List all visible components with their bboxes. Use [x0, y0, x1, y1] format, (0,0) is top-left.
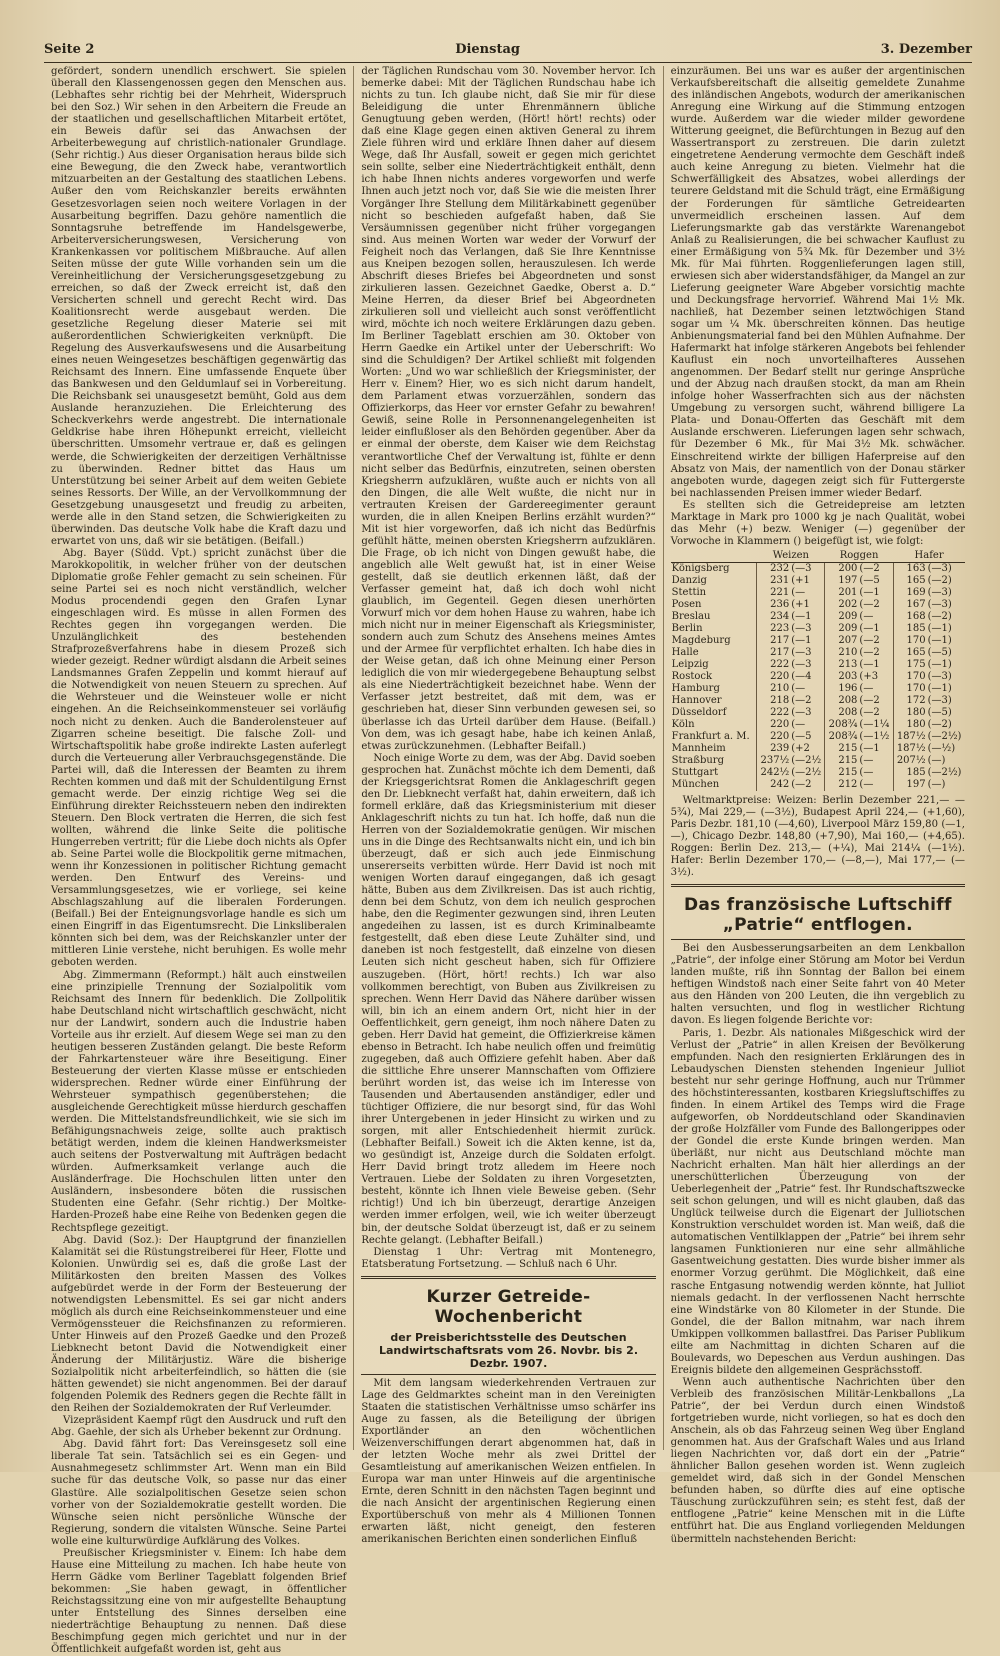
weizen-change: (—1	[791, 634, 812, 646]
roggen-price: 203	[825, 671, 858, 683]
roggen-change: (—2	[859, 646, 880, 658]
city-cell: Leipzig	[671, 658, 709, 670]
roggen-change: (—2	[859, 634, 880, 646]
table-row	[671, 611, 965, 623]
weizen-price: 222	[757, 707, 790, 719]
weizen-price: 232	[757, 562, 790, 575]
hafer-price: 197	[893, 779, 926, 791]
page-number: Seite 2	[44, 42, 95, 57]
hafer-price: 175	[893, 659, 926, 671]
roggen-price: 210	[825, 647, 858, 659]
hafer-price: 169	[893, 587, 926, 599]
column-3	[663, 66, 972, 1545]
hafer-price: 185	[893, 767, 926, 779]
weizen-change: (+2	[791, 742, 810, 754]
article-headline: Das französische Luftschiff „Patrie“ entflogen.	[683, 895, 952, 936]
weizen-change: (—1	[791, 610, 812, 622]
paragraph: Abg. Bayer (Südd. Vpt.) spricht zunächst über die Marokkopolitik, in welcher früher von der deutschen Diplomatie große Fehler gemacht zu sein scheinen. Für seine Partei sei es noch nicht verständlich, welcher Modus procendendi gegen den Grafen Lynar eingeschlagen wird. Es müsse in allen Formen des Rechtes gegen ihn vorgegangen werden. Die Unzulänglichkeit des bestehenden Strafprozeßverfahrens habe in diesem Prozeß sich wieder gezeigt. Redner würdigt alsdann die Arbeit seines Landsmannes Grafen Zeppelin und kommt hierauf auf die Notwendigkeit von neuen Steuern zu sprechen. Auf die Wehrsteuer und die Weinsteuer wolle er nicht eingehen. An die Reichseinkommensteuer sei vorläufig noch nicht zu denken. Auch die Banderolensteuer auf Zigarren scheine beseitigt. Die falsche Zoll- und Wirtschaftspolitik habe große indirekte Lasten auferlegt durch die Verteuerung aller Verbrauchsgegenstände. Die Partei will, daß die Interessen der Beamten zu ihrem Rechten kommen und daß mit der Schuldentilgung Ernst gemacht werde. Der einzig richtige Weg sei die Einführung direkter Reichssteuern neben den indirekten Steuern. Den Block vertraten die Herren, die sich fest wollten, während die linke Seite die politische Hungerreben vertritt; für die Liebe doch nichts als Opfer ab. Seine Partei wolle die Blockpolitik gerne mitmachen, wenn ihr Konzessionen in politischer Richtung gemacht werden. Den Entwurf des Vereins- und Versammlungsgesetzes, wie er vorliege, sei keine Abschlagszahlung auf die liberalen Forderungen. (Beifall.) Bei der Enteignungsvorlage handle es sich um einen Eingriff in das Eigentumsrecht. Die Linksliberalen könnten sich bei dem, was der Reichskanzler unter der mittleren Linie verstehe, nicht beruhigen. Es wolle mehr geboten werden.	[51, 547, 347, 969]
roggen-change: (+3	[859, 670, 879, 682]
city-cell: Halle	[671, 646, 699, 658]
table-row	[671, 671, 965, 683]
header-rule	[44, 62, 972, 63]
grain-price-table	[671, 550, 965, 791]
roggen-change: (—1	[859, 586, 880, 598]
paragraph: Bei den Ausbesserungsarbeiten an dem Lenkballon „Patrie“, der infolge einer Störung am Motor bei Verdun landen mußte, riß ihn Sonntag der Ballon bei einem heftigen Windstoß nach einer Seite fahrt von 40 Meter aus den Händen von 200 Leuten, die ihn vergeblich zu halten versuchten, und flog in westlicher Richtung davon. Es liegen folgende Berichte vor:	[670, 943, 965, 1027]
hafer-change: (—3)	[927, 586, 952, 598]
weizen-change: (—4	[791, 670, 812, 682]
roggen-price: 207	[825, 635, 858, 647]
weizen-change: (—	[791, 718, 806, 730]
roggen-change: (—1	[859, 742, 880, 754]
weizen-change: (—3	[791, 646, 812, 658]
world-market-prices: Weltmarktpreise: Weizen: Berlin Dezember 221,— —5¾), Mai 229,— (—3½), Budapest April 224,— (+1,60), Paris Dezbr. 181,10 (—4,60), Liverpool März 159,80 (—1,—), Chicago Dezbr. 148,80 (+7,90), Mai 160,— (+4,65). Roggen: Berlin Dez. 213,— (+¼), Mai 214¼ (—1½). Hafer: Berlin Dezember 170,— (—8,—), Mai 177,— (—3½).	[670, 794, 965, 879]
paragraph: der Täglichen Rundschau vom 30. November hervor. Ich bemerke dabei: Mit der Täglichen Rundschau habe ich nichts zu tun. Ich glaube nicht, daß Sie mir für diese Beleidigung die unter Ehrenmännern übliche Genugtuung geben werden, (Hört! hört! rechts) oder daß eine Klage gegen einen aktiven General zu ihrem Ziele führen wird und erkläre Ihnen daher auf diesem Wege, daß Ihr Ausfall, soweit er gegen mich gerichtet sein sollte, selber eine Niederträchtigkeit enthält, denn ich habe Ihnen nichts anderes vorgeworfen und werfe Ihnen auch jetzt noch vor, daß Sie wie die meisten Ihrer Vorgänger Ihre Stellung dem Militärkabinett gegenüber nicht so beschieden aufgefaßt haben, daß Sie Versäumnissen gegenüber nicht früher vorgegangen sind. Aus meinen Worten war weder der Vorwurf der Feigheit noch das Verlangen, daß Sie Ihre Kenntnisse aus Kneipen bezogen sollen, herauszulesen. Ich werde Abschrift dieses Briefes bei Abgeordneten und sonst zirkulieren lassen. Gezeichnet Gaedke, Oberst a. D.“ Meine Herren, da dieser Brief bei Abgeordneten zirkulieren soll und vielleicht auch sonst veröffentlicht wird, möchte ich noch weitere Erklärungen dazu geben. Im Berliner Tageblatt erschien am 30. Oktober von Herrn Gaedke ein Artikel unter der Ueberschrift: Wo sind die Schuldigen? Der Artikel schließt mit folgenden Worten: „Und wo war schließlich der Kriegsminister, der Herr v. Einem? Hier, wo es sich nicht darum handelt, dem Parlament etwas vorzuerzählen, sondern das Offizierkorps, das Heer vor ernster Gefahr zu bewahren! Gewiß, seine Rolle in Personnenangelegenheiten ist leider einflußloser als den Behörden gegenüber. Aber da er einmal der oberste, dem Kaiser wie dem Reichstag verantwortliche Chef der Verwaltung ist, fühlte er denn nicht selber das Bedürfnis, einzutreten, seinen obersten Kriegsherrn aufzuklären, wußte auch er nichts von all den Dingen, die alle Welt wußte, die nicht nur in vertrauten Kreisen der Gardereegimenter geraunt wurden, die in allen Kneipen Berlins erzählt wurden?“ Mit ist hier vorgeworfen, daß ich nicht das Bedürfnis gefühlt hätte, meinen obersten Kriegsherrn aufzuklären. Die Frage, ob ich nicht von Dingen gewußt habe, die angeblich alle Welt gewußt hat, ist in einer Weise gestellt, daß sie deutlich erkennen läßt, daß der Verfasser gemeint hat, daß ich doch wohl nicht glaublich, im Gegenteil. Gegen diesen unerhörten Vorwurf mich vor dem hohen Hause zu wahren, habe ich mich nicht nur in meiner Eigenschaft als Kriegsminister, sondern auch zum Schutz des Ansehens meines Amtes und der Armee für verpflichtet erhalten. Ich habe dies in der Weise getan, daß ich ohne Meinung einer Person lediglich die von mir wiedergegebene Behauptung selbst als eine Niederträchtigkeit bezeichnet habe. Wenn der Verfasser jetzt bestreitet, daß mit dem, was er geschrieben hat, dieser Sinn verbunden gewesen sei, so überlasse ich das Urteil darüber dem Hause. (Beifall.) Von dem, was ich gesagt habe, habe ich keinen Anlaß, etwas zurückzunehmen. (Lebhafter Beifall.)	[361, 66, 656, 752]
city-cell: Danzig	[671, 574, 707, 586]
session-note: Dienstag 1 Uhr: Vertrag mit Montenegro, Etatsberatung Fortsetzung. — Schluß nach 6 Uhr.	[361, 1246, 656, 1270]
paragraph: Vizepräsident Kaempf rügt den Ausdruck und ruft den Abg. Gaehle, der sich als Urheber bekennt zur Ordnung.	[51, 1415, 347, 1439]
weizen-change: (—	[791, 586, 806, 598]
table-header: Weizen	[757, 550, 825, 563]
hafer-price: 167	[893, 599, 926, 611]
city-cell: Düsseldorf	[671, 706, 727, 718]
city-cell: Mannheim	[671, 742, 726, 754]
hafer-change: (—5)	[927, 646, 952, 658]
hafer-price: 180	[893, 707, 926, 719]
table-row	[671, 623, 965, 635]
weekday: Dienstag	[455, 42, 520, 57]
report-headline: Kurzer Getreide-Wochenbericht	[426, 1286, 591, 1327]
paragraph: gefördert, sondern unendlich erschwert. Sie spielen überall den Klassengenossen gegen den Menschen aus. (Lebhaftes sehr richtig bei der Mehrheit, Widerspruch bei den Soz.) Wir sehen in den Arbeitern die Freude an der staatlichen und gesellschaftlichen Mitarbeit ertötet, ein Beweis dafür sei das Anwachsen der Arbeiterbewegung auf christlich-nationaler Grundlage. (Sehr richtig.) Aus dieser Organisation heraus bilde sich eine Bewegung, die den Zweck habe, verantwortlich mitzuarbeiten an der Gestaltung des staatlichen Lebens. Außer den vom Reichskanzler bereits erwähnten Gesetzesvorlagen seien noch weitere Vorlagen in der Ausarbeitung begriffen. Dazu gehöre namentlich die Sonntagsruhe betreffende im Handelsgewerbe, Arbeiterversicherungswesen, Versicherung von Krankenkassen vor politischem Mißbrauche. Auf allen Seiten müsse der gute Wille vorhanden sein um die Vereinheitlichung der Versicherungsgesetzgebung zu erreichen, so daß der Zweck erreicht ist, daß den Versicherten schnell und gerecht Recht wird. Das Koalitionsrecht werde ausgebaut werden. Die gesetzliche Regelung dieser Materie sei mit außerordentlichen Schwierigkeiten verknüpft. Die Regelung des Ausverkaufswesens und die Ausarbeitung eines neuen Weingesetzes beschäftigen gegenwärtig das Reichsamt des Innern. Eine umfassende Enquete über das Bankwesen und den Geldumlauf sei in Vorbereitung. Die Reichsbank sei unausgesetzt bemüht, Gold aus dem Auslande heranzuziehen. Die Erleichterung des Scheckverkehrs werde angestrebt. Die internationale Geldkrise habe ihren Höhepunkt erreicht, vielleicht überschritten. Umsomehr vertraue er, daß es gelingen werde, die Schwierigkeiten der derzeitigen Verhältnisse zu überwinden. Redner bittet das Haus um Unterstützung bei seiner Arbeit auf dem weiten Gebiete seines Ressorts. Der Wille, an der Vervollkommnung der Gesetzgebung unausgesetzt und freudig zu arbeiten, werde alle in den Stand setzen, die Schwierigkeiten zu überwinden. Das deutsche Volk habe die Kraft dazu und erwartet von uns, daß wir sie betätigen. (Beifall.)	[51, 66, 347, 547]
city-cell: Rostock	[671, 670, 713, 682]
table-row	[671, 719, 965, 731]
paragraph: Abg. David (Soz.): Der Hauptgrund der finanziellen Kalamität sei die Rüstungstreiberei für Heer, Flotte und Kolonien. Unwürdig sei es, daß die große Last der Militärkosten den breiten Massen des Volkes aufgebürdet werde in der Form der Besteuerung der notwendigsten Lebensmittel. Es sei gar nicht anders möglich als durch eine Reichseinkommensteuer und eine Vermögenssteuer die Reichsfinanzen zu reformieren. Unter Hinweis auf den Prozeß Gaedke und den Prozeß Liebknecht betont David die Notwendigkeit einer Änderung der Militärjustiz. Wäre die bisherige Sozialpolitik nicht arbeiterfeindlich, so hätten die (sie hätten gewendet) sie nicht angenommen. Bei der darauf folgenden Polemik des Redners gegen die Rechte fällt in den Reihen der Sozialdemokraten der Ruf Verleumder.	[51, 1234, 347, 1415]
hafer-change: (—2)	[927, 610, 952, 622]
hafer-price: 185	[893, 623, 926, 635]
roggen-change: (—5	[859, 574, 880, 586]
paragraph: Paris, 1. Dezbr. Als nationales Mißgeschick wird der Verlust der „Patrie“ in allen Kreisen der Bevölkerung empfunden. Nach den resignierten Erklärungen des in Lebaudyschen Diensten stehenden Ingenieur Julliot besteht nur sehr geringe Hoffnung, auch nur Trümmer des höchstinteressanten, kostbaren Kriegsluftschiffes zu finden. In einem Artikel des Temps wird die Frage aufgeworfen, ob Norddeutschland oder Skandinavien der große Holzfäller vom Funde des Ballongerippes oder der Gondel die erste Kunde bringen werden. Man überläßt, nur nicht aus Deutschland möchte man Nachricht erhalten. Man hält hier allerdings an der unerschütterlichen Überzeugung von der Ueberlegenheit der „Patrie“ fest. Ihr Rundschaftszwecke seit schon gelungen, und will es nicht glauben, daß das Unglück teilweise durch die Eigenart der Julliotschen Konstruktion verschuldet worden ist. Man weiß, daß die automatischen Ventilklappen der „Patrie“ bei ihrem sehr langsamen Funktionieren nur eine sehr allmähliche Gasentweichung gestatten. Dies wurde bisher immer als enormer Vorzug gerühmt. Die Möglichkeit, daß eine rasche Entgasung notwendig werden könnte, hat Julliot niemals gedacht. In der verflossenen Nacht herrschte eine Windstärke von 80 Kilometer in der Stunde. Die Gondel, die der Ballon mitnahm, war nach ihrem Umkippen vollkommen ballastfrei. Das Pariser Publikum eilte am Nachmittag in dichten Scharen auf die Boulevards, wo Depeschen aus Verdun aushingen. Das Ereignis bildete den allgemeinen Gesprächsstoff.	[670, 1027, 965, 1376]
city-cell: Berlin	[671, 622, 703, 634]
roggen-price: 212	[825, 779, 858, 791]
city-cell: Posen	[671, 598, 702, 610]
roggen-price: 208¾	[825, 719, 858, 731]
weizen-price: 231	[757, 575, 790, 587]
hafer-change: (—2½)	[927, 766, 962, 778]
weizen-change: (—	[791, 682, 806, 694]
table-row	[671, 755, 965, 767]
roggen-change: (—	[859, 766, 874, 778]
city-cell: Frankfurt a. M.	[671, 730, 750, 742]
hafer-price: 170	[893, 671, 926, 683]
roggen-price: 209	[825, 611, 858, 623]
report-subhead: der Preisberichtsstelle des Deutschen Landwirtschaftsrats vom 26. Novbr. bis 2. Dezbr. 1907.	[378, 1330, 638, 1370]
weizen-price: 236	[757, 599, 790, 611]
hafer-price: 180	[893, 719, 926, 731]
roggen-change: (—	[859, 610, 874, 622]
hafer-change: (—2½)	[927, 730, 962, 742]
weizen-price: 217	[757, 635, 790, 647]
roggen-price: 208	[825, 707, 858, 719]
roggen-price: 209	[825, 623, 858, 635]
paragraph: Preußischer Kriegsminister v. Einem: Ich habe dem Hause eine Mitteilung zu machen. Ich habe heute von Herrn Gädke vom Berliner Tageblatt folgenden Brief bekommen: „Sie haben gewagt, in öffentlicher Reichstagssitzung eine von mir aufgestellte Behauptung unter Entstellung des Sinnes derselben eine niederträchtige Behauptung zu nennen. Daß diese Beschimpfung gegen mich gerichtet und nur in der Öffentlichkeit aufgefaßt worden ist, geht aus	[51, 1547, 347, 1656]
table-row	[671, 659, 965, 671]
weizen-price: 223	[757, 623, 790, 635]
section-divider	[361, 1276, 655, 1279]
roggen-change: (—	[859, 682, 874, 694]
weizen-price: 242	[757, 779, 790, 791]
weizen-change: (—3	[791, 562, 812, 574]
table-row	[671, 743, 965, 755]
weizen-price: 221	[757, 587, 790, 599]
weizen-change: (—3	[791, 658, 812, 670]
table-row	[671, 683, 965, 695]
issue-date: 3. Dezember	[880, 42, 972, 57]
weizen-change: (+1	[791, 598, 810, 610]
hafer-change: (—1)	[927, 658, 952, 670]
table-row	[671, 587, 965, 599]
roggen-change: (—2	[859, 598, 880, 610]
column-1	[44, 66, 353, 1656]
hafer-change: (—½)	[927, 742, 956, 754]
roggen-price: 200	[825, 562, 858, 575]
hafer-price: 172	[893, 695, 926, 707]
hafer-change: (—3)	[927, 670, 952, 682]
city-cell: Hamburg	[671, 682, 720, 694]
table-header-row	[671, 550, 965, 563]
weizen-change: (+1	[791, 574, 810, 586]
hafer-change: (—1)	[927, 682, 952, 694]
table-row	[671, 695, 965, 707]
hafer-change: (—1)	[927, 622, 952, 634]
roggen-change: (—1	[859, 622, 880, 634]
roggen-price: 215	[825, 767, 858, 779]
hafer-price: 170	[893, 635, 926, 647]
weizen-change: (—3	[791, 622, 812, 634]
hafer-change: (—2)	[927, 574, 952, 586]
roggen-price: 202	[825, 599, 858, 611]
city-cell: München	[671, 778, 720, 790]
roggen-price: 201	[825, 587, 858, 599]
hafer-price: 187½	[893, 743, 926, 755]
roggen-change: (—	[859, 778, 874, 790]
city-cell: Straßburg	[671, 754, 724, 766]
roggen-change: (—1	[859, 658, 880, 670]
paragraph: Abg. David fährt fort: Das Vereinsgesetz soll eine liberale Tat sein. Tatsächlich sei es ein Gegen- und Ausnahmegesetz schlimmster Art. Wenn man ein Bild suche für das deutsche Volk, so passe nur das einer Glastüre. Alle sozialpolitischen Gesetze seien schon vorher von der Sozialdemokratie gestellt worden. Die Wünsche seien nicht persönliche Wünsche der Regierung, sondern die vitalsten Wünsche. Seine Partei wolle eine kulturwürdige Aufklärung des Volkes.	[51, 1439, 347, 1547]
weizen-change: (—2½	[791, 754, 822, 766]
table-header: Roggen	[825, 550, 893, 563]
city-cell: Königsberg	[671, 562, 730, 574]
page-header	[44, 42, 972, 60]
weizen-change: (—5	[791, 730, 812, 742]
paragraph: Es stellten sich die Getreidepreise am letzten Marktage in Mark pro 1000 kg je nach Qualität, wobei das Mehr (+) bezw. Weniger (—) gegenüber der Vorwoche in Klammern () beigefügt ist, wie folgt:	[670, 499, 965, 547]
city-cell: Hannover	[671, 694, 722, 706]
city-cell: Breslau	[671, 610, 711, 622]
column-2	[353, 66, 662, 1546]
weizen-price: 234	[757, 611, 790, 623]
weizen-change: (—2	[791, 694, 812, 706]
hafer-price: 168	[893, 611, 926, 623]
table-row	[671, 707, 965, 719]
hafer-change: (—2)	[927, 718, 952, 730]
table-row	[671, 731, 965, 743]
roggen-price: 196	[825, 683, 858, 695]
table-row	[671, 647, 965, 659]
hafer-change: (—)	[927, 778, 946, 790]
paragraph: Mit dem langsam wiederkehrenden Vertrauen zur Lage des Geldmarktes scheint man in den Vereinigten Staaten die statistischen Verhältnisse umso schärfer ins Auge zu fassen, als die Beteiligung der übrigen Exportländer an den wöchentlichen Weizenverschiffungen derart abgenommen hat, daß in der letzten Woche mehr als zwei Drittel der Gesamtleistung auf amerikanischen Weizen entfielen. In Europa war man unter Hinweis auf die argentinische Ernte, deren Schnitt in den nächsten Tagen beginnt und die nach Ansicht der argentinischen Regierung einen Exportüberschuß von mehr als 4 Millionen Tonnen erwarten läßt, nicht geneigt, den festeren amerikanischen Berichten einen sonderlichen Einfluß	[361, 1377, 656, 1546]
roggen-change: (—2	[859, 562, 880, 574]
hafer-price: 163	[893, 562, 926, 575]
roggen-change: (—	[859, 754, 874, 766]
table-row	[671, 635, 965, 647]
paragraph: Noch einige Worte zu dem, was der Abg. David soeben gesprochen hat. Zunächst möchte ich dem Dementi, daß der Kriegsgerichtsrat Romen die Anklageschrift gegen den Dr. Liebknecht verfaßt hat, dahin erweitern, daß ich formell erkläre, daß das Kriegsministerium mit dieser Anklageschrift nichts zu tun hat. Ich hoffe, daß nun die Herren von der Sozialdemokratie genügen. Wir mischen uns in die Dinge des Rechtsanwalts nicht ein, und ich bin überzeugt, daß er sich auch jede Einmischung unsererseits verbitten würde. Herr David ist noch mit wenigen Worten darauf eingegangen, daß ich gesagt hätte, Buben aus dem Zivilkreisen. Das ist auch richtig, denn bei dem Schutz, von dem ich neulich gesprochen habe, den die Regimenter gezwungen sind, ihren Leuten angedeihen zu lassen, ist es durch Kriminalbeamte festgestellt, daß eben diese Leute Zuhälter sind, und daneben ist noch festgestellt, daß einzelne von diesen Leuten sich nicht gescheut haben, sich für Offiziere auszugeben. (Hört, hört! rechts.) Ich war also vollkommen berechtigt, von Buben aus Zivilkreisen zu sprechen. Wenn Herr David das Nähere darüber wissen will, bin ich an einem andern Ort, nicht hier in der Oeffentlichkeit, gern geneigt, ihm noch nähere Daten zu geben. Herr David hat gemeint, die Offizierkreise kämen ebenso in Betracht. Ich habe neulich offen und freimütig zugegeben, daß auch Offiziere gefehlt haben. Aber daß die sittliche Ehre unserer Mannschaften vom Offiziere berührt worden ist, das weise ich im Interesse von Tausenden und Abertausenden anständiger, edler und tüchtiger Offiziere, die nur besorgt sind, für das Wohl ihrer Untergebenen in jeder Hinsicht zu wirken und zu sorgen, mit aller Entschiedenheit hiermit zurück. (Lebhafter Beifall.) Soweit ich die Akten kenne, ist da, wo gesündigt ist, Anzeige durch die Soldaten erfolgt. Herr David bringt trotz alledem im Heere noch Vertrauen. Liebe der Soldaten zu ihren Vorgesetzten, besteht, könnte ich Ihnen viele Beweise geben. (Sehr richtig!) Und ich bin überzeugt, derartige Anzeigen werden immer erfolgen, weil, wie ich weiter überzeugt bin, der deutsche Soldat überzeugt ist, daß er zu seinem Rechte gelangt. (Lebhafter Beifall.)	[361, 752, 656, 1246]
table-body	[671, 562, 965, 791]
table-row	[671, 767, 965, 779]
hafer-price: 170	[893, 683, 926, 695]
hafer-change: (—3)	[927, 694, 952, 706]
roggen-change: (—2	[859, 706, 880, 718]
weizen-price: 220	[757, 731, 790, 743]
weizen-price: 222	[757, 659, 790, 671]
hafer-price: 165	[893, 575, 926, 587]
divider	[361, 1374, 655, 1375]
roggen-price: 215	[825, 755, 858, 767]
paragraph: Wenn auch authentische Nachrichten über den Verbleib des französischen Militär-Lenkballons „La Patrie“, der bei Verdun durch einen Windstoß fortgetrieben wurde, nicht vorliegen, so hat es doch den Anschein, als ob das Fahrzeug seinen Weg über England genommen hat. Aus der Grafschaft Wales und aus Irland liegen Nachrichten vor, daß dort ein der „Patrie“ ähnlicher Ballon gesehen worden ist. Wenn zugleich gemeldet wird, daß sich in der Gondel Menschen befunden haben, so dürfte dies auf eine optische Täuschung zurückzuführen sein; es steht fest, daß der entflogene „Patrie“ keine Menschen mit in die Lüfte entführt hat. Die aus England vorliegenden Meldungen übermitteln nachstehenden Bericht:	[670, 1376, 965, 1545]
roggen-change: (—2	[859, 694, 880, 706]
weizen-price: 237½	[757, 755, 790, 767]
weizen-price: 220	[757, 671, 790, 683]
weizen-price: 218	[757, 695, 790, 707]
hafer-price: 207½	[893, 755, 926, 767]
roggen-price: 208¾	[825, 731, 858, 743]
table-header: Hafer	[893, 550, 965, 563]
city-cell: Stettin	[671, 586, 707, 598]
text-columns	[44, 66, 972, 1656]
weizen-price: 239	[757, 743, 790, 755]
hafer-change: (—5)	[927, 706, 952, 718]
table-row	[671, 779, 965, 791]
hafer-change: (—)	[927, 754, 946, 766]
table-row	[671, 575, 965, 587]
paragraph: Abg. Zimmermann (Reformpt.) hält auch einstweilen eine prinzipielle Trennung der Sozialpolitik vom Reichsamt des Innern für bedenklich. Die Zollpolitik habe Deutschland nicht wirtschaftlich geschwächt, nicht nur der Landwirt, sondern auch die Industrie haben Vorteile aus ihr erzielt. Auf diesem Wege sei man zu den heutigen besseren Zuständen gelangt. Die beste Reform der Fahrkartensteuer wäre ihre Beseitigung. Einer Besteuerung der vierten Klasse müsse er entschieden widersprechen. Redner würde einer Einführung der Wehrsteuer sympathisch gegenüberstehen; die ausgleichende Gerechtigkeit müsse hierdurch geschaffen werden. Die Mittelstandsfreundlichkeit, wie sie sich im Befähigungsnachweis zeige, sollte auch praktisch betätigt werden, indem die kleinen Handwerksmeister auch seitens der Postverwaltung mit Aufträgen bedacht würden. Aufmerksamkeit verlange auch die Ausländerfrage. Die Hochschulen litten unter den Ausländern, insbesondere böten die russischen Studenten eine Gefahr. (Sehr richtig.) Der Moltke-Harden-Prozeß habe eine Reihe von Bedenken gegen die Rechtspflege gezeitigt.	[51, 969, 347, 1234]
roggen-change: (—1½	[859, 730, 890, 742]
hafer-price: 187½	[893, 731, 926, 743]
hafer-price: 165	[893, 647, 926, 659]
weizen-change: (—2½	[791, 766, 822, 778]
weizen-change: (—3	[791, 706, 812, 718]
hafer-change: (—1)	[927, 634, 952, 646]
section-divider	[671, 884, 965, 887]
roggen-change: (—1¼	[859, 718, 890, 730]
weizen-price: 220	[757, 719, 790, 731]
roggen-price: 208	[825, 695, 858, 707]
hafer-change: (—3)	[927, 598, 952, 610]
roggen-price: 215	[825, 743, 858, 755]
city-cell: Magdeburg	[671, 634, 731, 646]
weizen-price: 242½	[757, 767, 790, 779]
city-cell: Stuttgart	[671, 766, 719, 778]
table-header	[671, 550, 757, 563]
divider	[671, 939, 965, 940]
weizen-price: 210	[757, 683, 790, 695]
table-row	[671, 562, 965, 575]
hafer-change: (—3)	[927, 562, 952, 574]
paragraph: einzuräumen. Bei uns war es außer der argentinischen Verkaufsbereitschaft die allseitig gemeldete Zunahme des inländischen Angebots, wodurch der amerikanischen Anregung eine Wirkung auf die Stimmung entzogen wurde. Außerdem war die wieder milder gewordene Witterung geeignet, die Befürchtungen in Bezug auf den Wassertransport zu zerstreuen. Die darin zuletzt eingetretene Aenderung vermochte dem Geschäft indeß auch keine Anregung zu bieten. Vielmehr hat die Schwerfälligkeit des Absatzes, wobei allerdings der teurere Geldstand mit die Schuld trägt, eine Ermäßigung der Forderungen für sämtliche Getreidearten unvermeidlich erscheinen lassen. Auf dem Lieferungsmarkte gab das verstärkte Warenangebot Anlaß zu Realisierungen, die bei schwacher Kauflust zu einer Ermäßigung von 5¾ Mk. für Dezember und 3½ Mk. für Mai führten. Roggenlieferungen lagen still, erwiesen sich aber widerstandsfähiger, da Mangel an zur Lieferung geeigneter Ware Abgeber vorsichtig machte und Deckungsfrage hervorrief. Während Mai 1½ Mk. nachließ, hat Dezember seinen letztwöchigen Stand sogar um ¼ Mk. überschreiten können. Das heutige Anbienungsmaterial fand bei den Mühlen Aufnahme. Der Hafermarkt hat infolge stärkeren Angebots bei fehlender Kauflust ein noch unvorteilhafteres Aussehen angenommen. Der Bedarf stellt nur geringe Ansprüche und der Abzug nach draußen stockt, da man am Rhein infolge hoher Wasserfrachten sich aus der nächsten Umgebung zu versorgen sucht, während billigere La Plata- und Donau-Offerten das Geschäft mit dem Auslande erschweren. Lieferungen lagen sehr schwach, für Dezember 6 Mk., für Mai 3½ Mk. schwächer. Einschreitend wirkte der billigen Haferpreise auf den Absatz von Mais, der namentlich von der Donau stärker angeboten wurde, dagegen zeigt sich für Futtergerste bei nachlassenden Preisen immer wieder Bedarf.	[670, 66, 965, 499]
roggen-price: 213	[825, 659, 858, 671]
roggen-price: 197	[825, 575, 858, 587]
weizen-price: 217	[757, 647, 790, 659]
table-row	[671, 599, 965, 611]
weizen-change: (—2	[791, 778, 812, 790]
city-cell: Köln	[671, 718, 695, 730]
